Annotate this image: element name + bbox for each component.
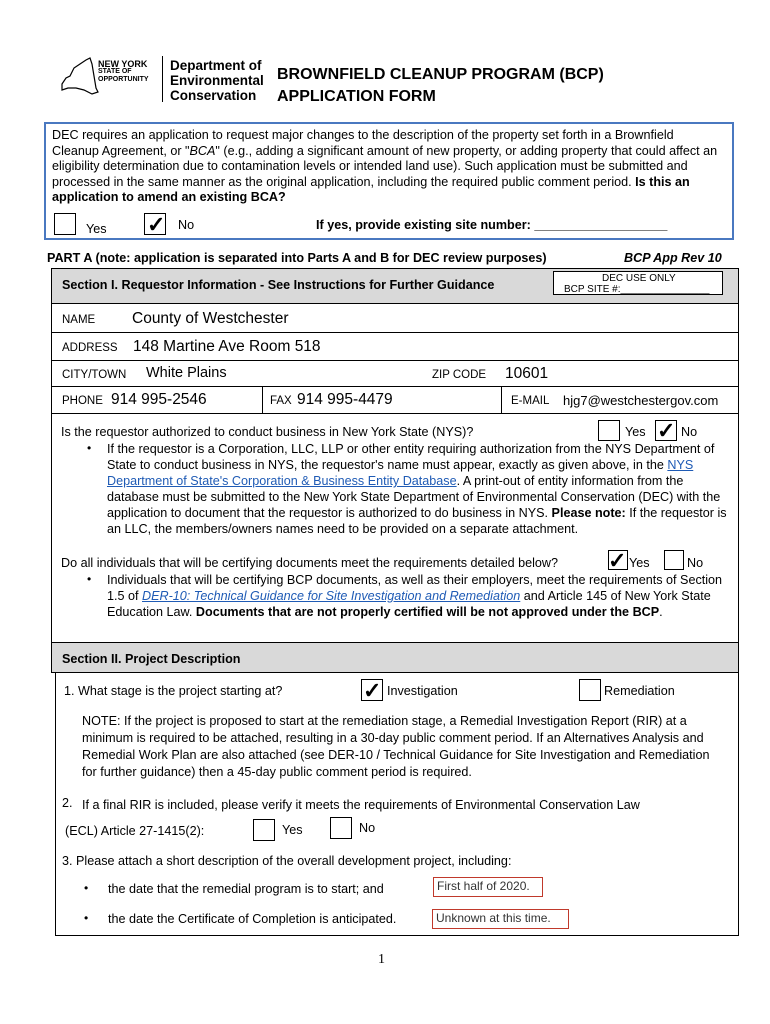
authorized-question: Is the requestor authorized to conduct business in New York State (NYS)?: [61, 425, 474, 439]
remediation-checkbox[interactable]: [579, 679, 601, 701]
contact-row: [51, 386, 739, 414]
rir-question-ecl: (ECL) Article 27-1415(2):: [65, 824, 205, 838]
city-field[interactable]: White Plains: [146, 365, 227, 381]
dec-logo-line2: Environmental: [170, 73, 264, 88]
rir-yes-checkbox[interactable]: [253, 819, 275, 841]
dec-logo-line3: Conservation: [170, 88, 257, 103]
amendment-notice: [44, 122, 734, 240]
email-field[interactable]: hjg7@westchestergov.com: [563, 393, 719, 408]
certify-no-label: No: [687, 556, 704, 570]
bullet-nys-authorization: If the requestor is a Corporation, LLC, LLP or other entity requiring authorization from the NYS Department of State to conduct business in NYS, the requestor's name must appear, exactly as given above, in the NYS Department of State's Corporation & Business Entity Database. A print-out of entity information from the database must be submitted to the New York State Department of Environmental Conservation (DEC) with the application to document that the requestor is authorized to do business in NYS. Please note: If the requestor is an LLC, the members/owners names need to be provided on a separate attachment.: [107, 442, 727, 536]
authorized-yes-label: Yes: [625, 425, 646, 439]
certify-yes-label: Yes: [629, 556, 650, 570]
requestor-form: [51, 268, 739, 936]
city-label: CITY/TOWN: [62, 369, 127, 381]
bullet-icon: •: [84, 911, 89, 925]
notice-text: DEC requires an application to request major changes to the description of the property set forth in a Brownfield Cleanup Agreement, or "BCA" (e.g., adding a significant amount of new property, or adding property that could affect an eligibility determination due to contamination levels or intended land use). Such application must be submitted and processed in the same manner as the original application, including the required public comment period. Is this an application to amend an existing BCA?: [52, 128, 718, 204]
dec-logo-text: [170, 58, 264, 103]
part-a-title: PART A (note: application is separated into Parts A and B for DEC review purposes): [47, 251, 547, 265]
checkmark-icon: ✓: [147, 212, 166, 237]
rir-yes-label: Yes: [282, 823, 303, 837]
amend-no-label: No: [178, 218, 195, 232]
rir-question: If a final RIR is included, please verify it meets the requirements of Environmental Conservation Law: [82, 798, 640, 812]
bullet-certification: Individuals that will be certifying BCP documents, as well as their employers, meet the requirements of Section 1.5 of DER-10: Technical Guidance for Site Investigation and Remediation and Article 145 of New York State Education Law. Documents that are not properly certified will be not approved under the BCP.: [107, 573, 723, 619]
phone-field[interactable]: 914 995-2546: [111, 391, 207, 408]
checkmark-icon: ✓: [608, 548, 627, 573]
bcp-site-number: BCP SITE #:________________: [564, 284, 710, 295]
certify-question: Do all individuals that will be certifying documents meet the requirements detailed below?: [61, 556, 559, 570]
remediation-note: NOTE: If the project is proposed to start at the remediation stage, a Remedial Investigation Report (RIR) at a minimum is required to be attached, resulting in a 30-day public comment period. If an Alternatives Analysis and Remedial Work Plan are also attached (see DER-10 / Technical Guidance for Site Investigation and Remediation for further guidance) then a 45-day public comment period is required.: [82, 714, 710, 779]
form-title-line2: APPLICATION FORM: [277, 88, 436, 105]
rir-no-label: No: [359, 821, 376, 835]
dec-logo: [56, 50, 266, 110]
fax-label: FAX: [270, 395, 292, 407]
nys-logo-line2: STATE OF: [98, 68, 132, 75]
amend-yes-checkbox[interactable]: [54, 213, 76, 235]
development-question: 3. Please attach a short description of the overall development project, including:: [62, 854, 512, 868]
investigation-label: Investigation: [387, 684, 458, 698]
address-row: [51, 332, 739, 361]
nys-logo-text: [98, 60, 149, 84]
amend-yes-label: Yes: [86, 222, 107, 236]
name-field[interactable]: County of Westchester: [132, 310, 289, 327]
coc-date-label: the date the Certificate of Completion is anticipated.: [108, 912, 397, 926]
stage-question: 1. What stage is the project starting at?: [64, 684, 283, 698]
authorized-yes-checkbox[interactable]: [598, 420, 620, 441]
section1-title: Section I. Requestor Information - See Instructions for Further Guidance: [62, 278, 495, 292]
phone-label: PHONE: [62, 395, 103, 407]
coc-date-field[interactable]: Unknown at this time.: [432, 909, 569, 929]
form-title-line1: BROWNFIELD CLEANUP PROGRAM (BCP): [277, 66, 604, 83]
dec-use-only-label: DEC USE ONLY: [602, 273, 676, 284]
zip-field[interactable]: 10601: [505, 365, 549, 382]
authorized-no-label: No: [681, 425, 698, 439]
rir-no-checkbox[interactable]: [330, 817, 352, 839]
remedial-start-label: the date that the remedial program is to start; and: [108, 882, 384, 896]
name-row: [51, 303, 739, 333]
rir-question-number: 2.: [62, 796, 73, 810]
address-label: ADDRESS: [62, 342, 118, 354]
section2-body: [55, 672, 739, 936]
dec-logo-line1: Department of: [170, 58, 262, 73]
name-label: NAME: [62, 314, 96, 326]
bullet-icon: •: [87, 572, 92, 586]
section2-title: Section II. Project Description: [62, 652, 241, 666]
remediation-label: Remediation: [604, 684, 675, 698]
bullet-icon: •: [87, 441, 92, 455]
page-number: 1: [378, 952, 385, 967]
new-york-state-map-icon: [56, 54, 100, 100]
email-label: E-MAIL: [511, 395, 550, 407]
logo-divider: [162, 56, 163, 102]
section2-header: [51, 642, 739, 673]
divider: [262, 387, 263, 413]
checkmark-icon: ✓: [363, 678, 382, 703]
checkmark-icon: ✓: [657, 418, 676, 443]
dec-use-only-box: [553, 271, 723, 295]
bullet-icon: •: [84, 881, 89, 895]
authorization-block: [51, 413, 739, 643]
form-revision: BCP App Rev 10: [624, 251, 722, 265]
section1-header: [51, 268, 739, 304]
certify-no-checkbox[interactable]: [664, 550, 684, 570]
fax-field[interactable]: 914 995-4479: [297, 391, 393, 408]
der-10-link[interactable]: DER-10: Technical Guidance for Site Investigation and Remediation: [142, 589, 521, 603]
divider: [501, 387, 502, 413]
form-title: [277, 64, 604, 108]
zip-label: ZIP CODE: [432, 369, 487, 381]
remedial-start-field[interactable]: First half of 2020.: [433, 877, 543, 897]
nys-logo-line3: OPPORTUNITY: [98, 76, 149, 83]
nys-logo-line1: NEW YORK: [98, 59, 148, 69]
nys-dos-database-link[interactable]: NYS Department of State's Corporation & Business Entity Database: [107, 458, 694, 488]
address-field[interactable]: 148 Martine Ave Room 518: [133, 338, 321, 355]
city-zip-row: [51, 360, 739, 387]
existing-site-number-field[interactable]: If yes, provide existing site number: ___________________: [316, 218, 668, 232]
